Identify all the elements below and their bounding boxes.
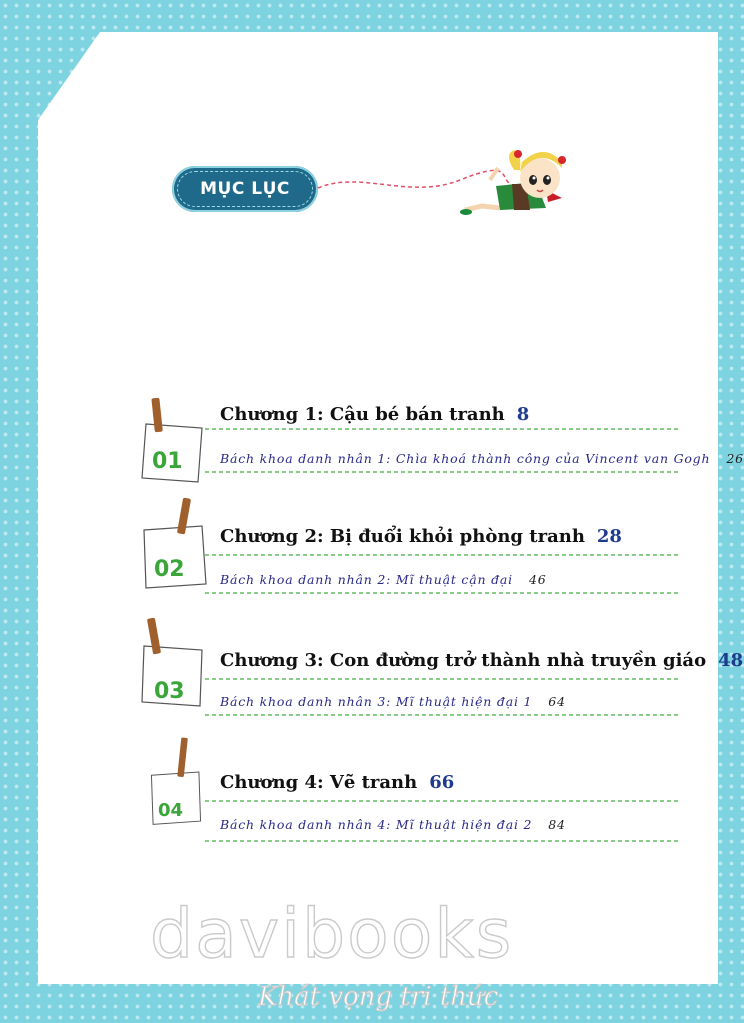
badge-number: 03 — [154, 679, 185, 704]
dotted-divider — [205, 800, 678, 802]
dotted-divider — [205, 471, 678, 473]
chapter-subtitle: Bách khoa danh nhân 4: Mĩ thuật hiện đại 2 84 — [220, 817, 566, 832]
dotted-divider — [205, 678, 678, 680]
badge-number: 02 — [154, 557, 185, 582]
toc-entry-3[interactable] — [0, 612, 744, 732]
toc-title-badge — [172, 166, 318, 212]
dotted-divider — [205, 840, 678, 842]
clipboard-card-icon — [140, 616, 212, 706]
toc-entry-2[interactable] — [0, 490, 700, 610]
chapter-subtitle: Bách khoa danh nhân 3: Mĩ thuật hiện đại 1 64 — [220, 694, 566, 709]
chapter-subtitle: Bách khoa danh nhân 1: Chìa khoá thành công của Vincent van Gogh 26 — [220, 451, 744, 466]
badge-number: 01 — [152, 449, 183, 474]
chapter-title: Chương 1: Cậu bé bán tranh 8 — [220, 404, 530, 425]
toc-entry-1[interactable] — [0, 370, 744, 490]
watermark-tagline: Khát vọng tri thức — [258, 982, 499, 1012]
clipboard-card-icon — [140, 394, 212, 484]
clipboard-card-icon — [140, 496, 212, 586]
dotted-divider — [205, 592, 678, 594]
watermark-brand: davibooks — [150, 895, 514, 974]
clipboard-card-icon — [140, 736, 212, 826]
toc-entry-4[interactable] — [0, 734, 700, 854]
chapter-title: Chương 4: Vẽ tranh 66 — [220, 772, 455, 793]
dotted-divider — [205, 714, 678, 716]
toc-title: MỤC LỤC — [200, 179, 290, 199]
badge-number: 04 — [158, 800, 184, 822]
chapter-title: Chương 2: Bị đuổi khỏi phòng tranh 28 — [220, 526, 622, 547]
chapter-title: Chương 3: Con đường trở thành nhà truyền giáo 48 — [220, 650, 744, 671]
chapter-subtitle: Bách khoa danh nhân 2: Mĩ thuật cận đại 46 — [220, 572, 547, 587]
dotted-divider — [205, 554, 678, 556]
dotted-divider — [205, 428, 678, 430]
girl-mascot-illustration — [300, 140, 590, 240]
